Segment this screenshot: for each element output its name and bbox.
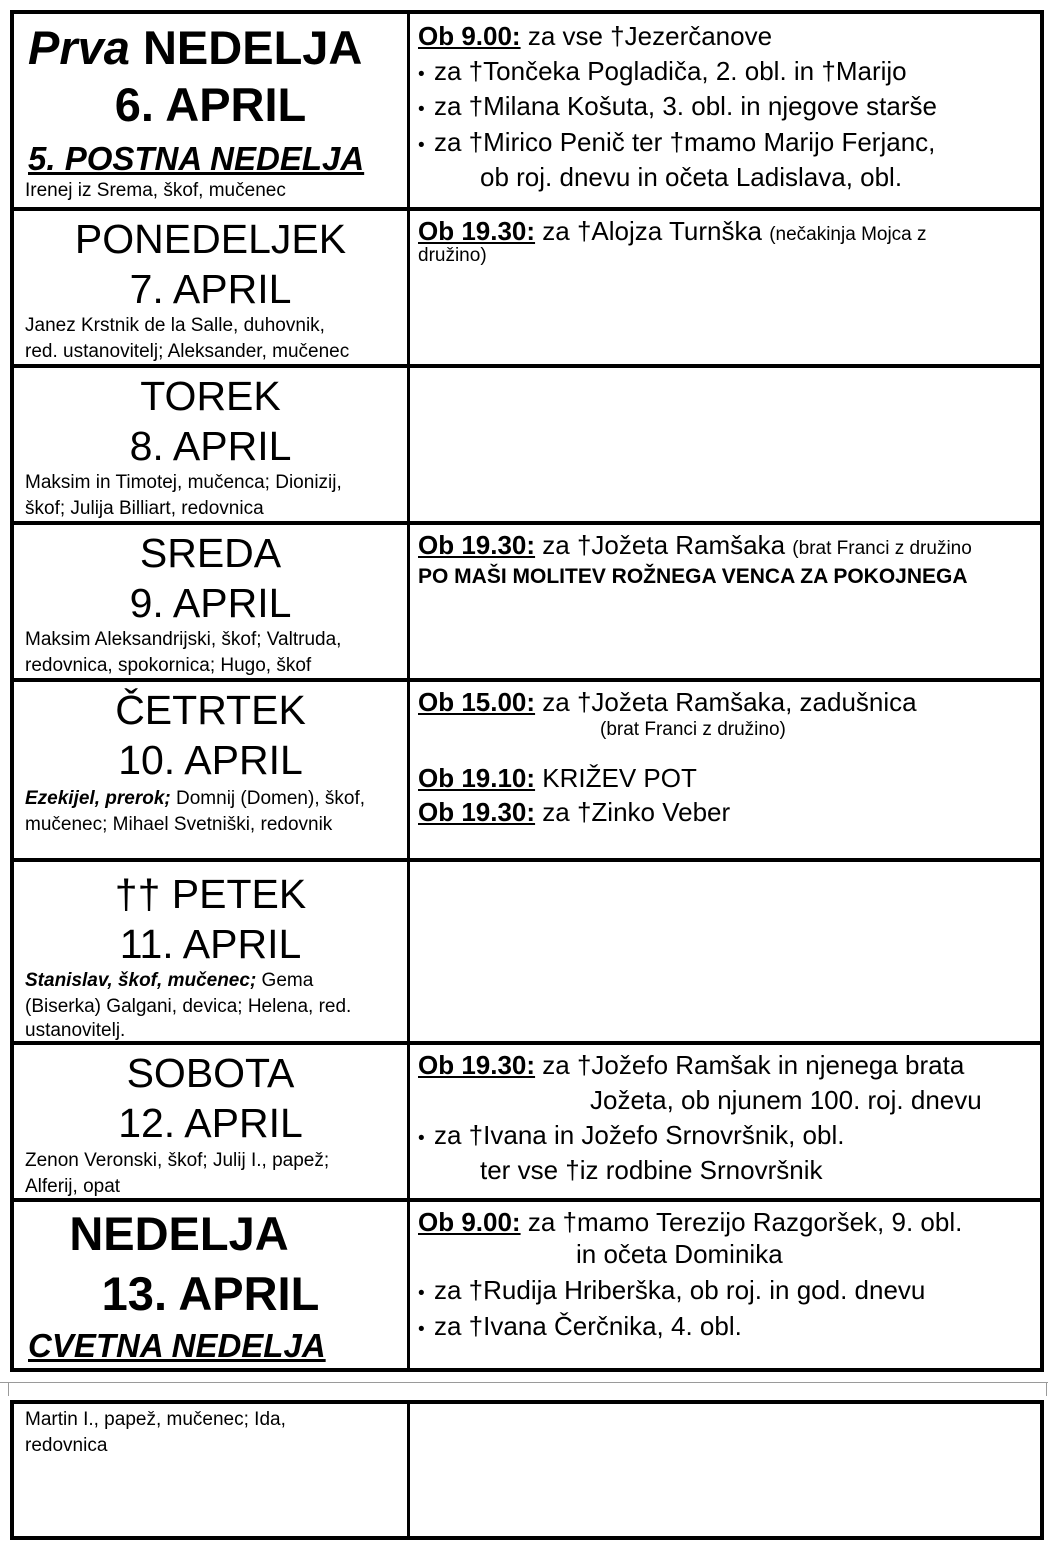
day-cell [14,1404,410,1536]
mass-line [418,214,927,252]
schedule-table [10,10,1044,1372]
saints-of-day: ustanovitelj. [25,1020,126,1041]
saints-of-day [25,968,405,994]
row-tuesday [14,364,1040,521]
day-date: 12. APRIL [118,1100,303,1146]
day-name: ČETRTEK [115,687,306,733]
day-cell [14,368,410,521]
mass-cell [410,211,1040,364]
mass-time: Ob 19.30: [418,216,536,246]
row-saturday [14,1041,1040,1198]
mass-cell [410,862,1040,1041]
mass-cell [410,1045,1040,1198]
mass-line [418,54,907,92]
mass-line [418,795,730,829]
saints-of-day: Irenej iz Srema, škof, mučenec [25,180,286,201]
day-cell [14,211,410,364]
mass-line [418,1309,742,1347]
mass-cell [410,682,1040,858]
mass-intention: za †Milana Košuta, 3. obl. in njegove starše [434,91,937,121]
day-name: PONEDELJEK [74,216,347,262]
saints-of-day: redovnica, spokornica; Hugo, škof [25,655,312,676]
day-date: 10. APRIL [118,737,303,783]
row-wednesday [14,521,1040,678]
day-name: SREDA [139,530,282,576]
row-monday [14,207,1040,364]
day-cell [14,525,410,678]
day-prefix: Prva [28,21,130,74]
mass-intention: za †Jožefo Ramšak in njenega brata [535,1050,965,1080]
continuation-table [10,1400,1044,1540]
mass-intention: za †Tončeka Pogladiča, 2. obl. in †Marijo [434,56,907,86]
mass-line: in očeta Dominika [576,1239,783,1269]
mass-intention: za †Mirico Penič ter †mamo Marijo Ferjanc, [434,127,936,157]
saints-of-day: Maksim Aleksandrijski, škof; Valtruda, [25,629,342,650]
bullet-icon: • [418,64,425,85]
mass-note: (brat Franci z družino) [600,719,786,740]
mass-line [418,1205,962,1239]
mass-intention: za †Ivana in Jožefo Srnovršnik, obl. [434,1120,845,1150]
mass-line [418,125,935,163]
bullet-icon: • [418,1283,425,1304]
row-sunday-13-april [14,1198,1040,1368]
mass-intention: KRIŽEV POT [535,763,697,793]
bullet-icon: • [418,135,425,156]
mass-time: Ob 19.10: [418,763,536,793]
day-name: TOREK [140,373,281,419]
saints-of-day: Maksim in Timotej, mučenca; Dionizij, [25,472,342,493]
mass-time: Ob 19.30: [418,530,536,560]
saint-feast: Ezekijel, prerok; [25,788,171,809]
day-title [28,22,362,74]
day-name: NEDELJA [142,21,363,74]
bullet-icon: • [418,1128,425,1149]
row-friday [14,858,1040,1041]
liturgical-day: CVETNA NEDELJA [28,1327,326,1364]
mass-line [418,1118,844,1156]
mass-cell [410,1404,1040,1536]
mass-note: družino) [418,245,487,266]
day-date: 8. APRIL [129,423,292,469]
day-date: 13. APRIL [101,1267,320,1320]
mass-time: Ob 19.30: [418,1050,536,1080]
saints-of-day: Janez Krstnik de la Salle, duhovnik, [25,315,325,336]
mass-time: Ob 9.00: [418,1207,521,1237]
mass-intention: za †Ivana Čerčnika, 4. obl. [434,1311,742,1341]
saints-of-day: škof; Julija Billiart, redovnica [25,498,264,519]
day-date: 9. APRIL [129,580,292,626]
day-cell [14,14,410,207]
mass-intention: za †mamo Terezijo Razgoršek, 9. obl. [520,1207,963,1237]
page-break-gap [8,1382,1047,1396]
saints-of-day [25,786,405,812]
day-name: NEDELJA [69,1207,289,1260]
mass-time: Ob 9.00: [418,21,521,51]
mass-note: (brat Franci z družino [792,538,972,559]
mass-cell [410,14,1040,207]
row-continuation [14,1404,1040,1536]
mass-cell [410,525,1040,678]
mass-intention: za †Zinko Veber [535,797,731,827]
row-sunday-6-april [14,14,1040,207]
saints-text: Domnij (Domen), škof, [170,788,366,809]
mass-line [418,19,772,53]
mass-line: ter vse †iz rodbine Srnovršnik [480,1155,823,1185]
saints-of-day: mučenec; Mihael Svetniški, redovnik [25,814,333,835]
saints-text: Gema [256,970,314,991]
day-cell [14,862,410,1041]
rosary-note: PO MAŠI MOLITEV ROŽNEGA VENCA ZA POKOJNEGA [418,565,968,588]
mass-line [418,89,937,127]
saints-of-day: Zenon Veronski, škof; Julij I., papež; [25,1150,330,1171]
mass-time: Ob 15.00: [418,687,536,717]
mass-line [418,685,917,719]
mass-intention: za †Jožeta Ramšaka [535,530,793,560]
day-date: 11. APRIL [119,921,302,967]
day-cell [14,682,410,858]
mass-cell [410,1202,1040,1368]
saint-feast: Stanislav, škof, mučenec; [25,970,257,991]
day-cell [14,1202,410,1368]
mass-note: (nečakinja Mojca z [769,224,927,245]
day-name: SOBOTA [126,1050,295,1096]
mass-intention: za †Alojza Turnška [535,216,770,246]
day-date: 7. APRIL [129,266,292,312]
saints-of-day: redovnica [25,1435,108,1456]
mass-intention: za †Rudija Hriberška, ob roj. in god. dnevu [434,1275,926,1305]
mass-line: ob roj. dnevu in očeta Ladislava, obl. [480,162,903,192]
saints-of-day: Alferij, opat [25,1176,121,1197]
bullet-icon: • [418,99,425,120]
day-date: 6. APRIL [114,78,307,131]
saints-of-day: Martin I., papež, mučenec; Ida, [25,1409,286,1430]
liturgical-day: 5. POSTNA NEDELJA [28,140,365,177]
row-thursday [14,678,1040,858]
mass-line [418,761,697,795]
mass-line [418,1273,925,1311]
mass-cell [410,368,1040,521]
mass-line: Jožeta, ob njunem 100. roj. dnevu [590,1085,982,1115]
mass-intention: za †Jožeta Ramšaka, zadušnica [535,687,917,717]
mass-line [418,1048,964,1082]
bullet-icon: • [418,1319,425,1340]
mass-intention: za vse †Jezerčanove [520,21,773,51]
saints-of-day: (Biserka) Galgani, devica; Helena, red. [25,996,352,1017]
saints-of-day: red. ustanovitelj; Aleksander, mučenec [25,341,350,362]
day-name: †† PETEK [114,871,307,917]
day-cell [14,1045,410,1198]
mass-time: Ob 19.30: [418,797,536,827]
